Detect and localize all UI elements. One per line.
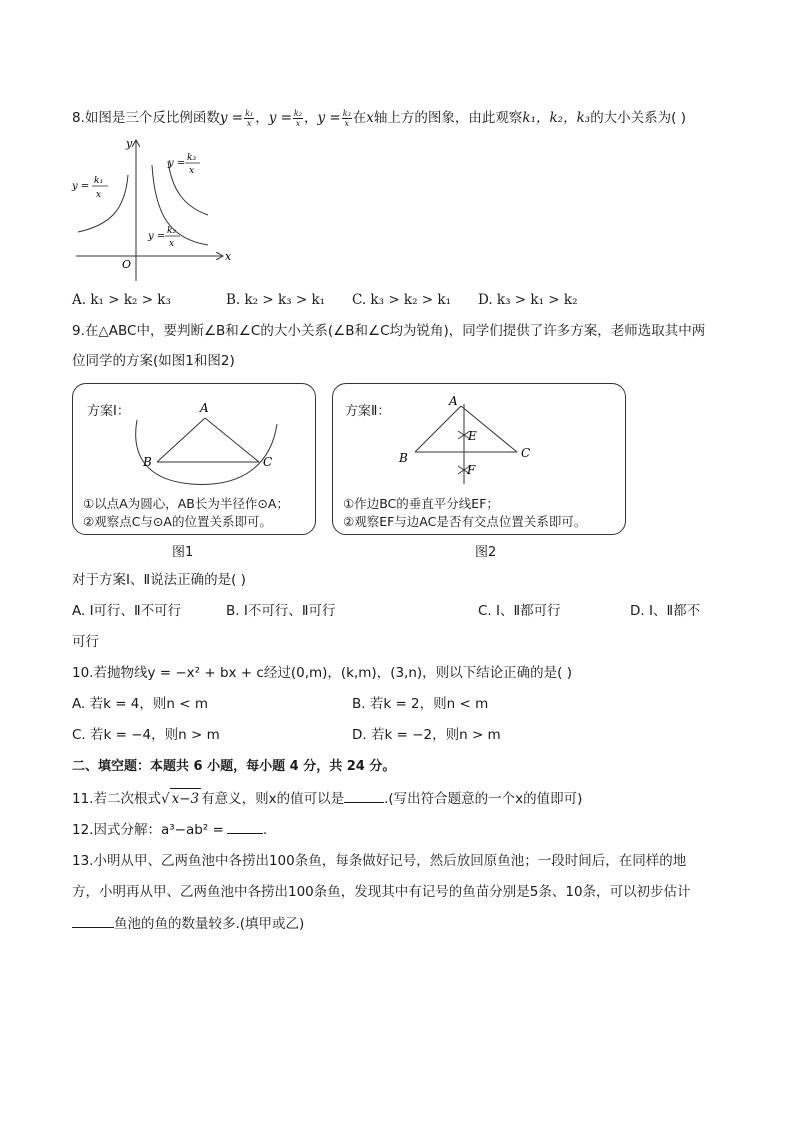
q8-graph-label2-den: x: [189, 166, 195, 176]
q9-fig2-title: 方案Ⅱ：: [345, 404, 391, 419]
q8-f1-den: x: [246, 118, 252, 128]
q8-mid: 在: [352, 110, 367, 126]
q8-f3-num: k₃: [342, 108, 351, 118]
q11-stem: [72, 788, 582, 809]
q9-fig1-arc: [136, 420, 277, 484]
q8-f2-den: x: [295, 118, 301, 128]
q8-curve-k3: [168, 161, 208, 215]
q9-fig1-step1: ①以点A为圆心，AB长为半径作⊙A；: [83, 496, 289, 511]
q8-origin-label: O: [122, 258, 132, 271]
q9-fig2-label-b: B: [399, 451, 408, 465]
q9-fig2-label-a: A: [449, 394, 458, 408]
q11-tail: .(写出符合题意的一个x的值即可): [384, 791, 583, 807]
q9-option-a[interactable]: A. Ⅰ可行、Ⅱ不可行: [72, 603, 182, 619]
q8-prefix: 8.如图是三个反比例函数: [72, 110, 220, 126]
q8-f3-den: x: [344, 118, 349, 128]
q9-option-d[interactable]: D. Ⅰ、Ⅱ都不: [630, 603, 701, 619]
q12-tail: .: [262, 822, 268, 838]
q9-fig1-side-ab: [157, 418, 205, 462]
q8-f3-lhs: y =: [317, 110, 341, 126]
q9-fig1-step2: ②观察点C与⊙A的位置关系即可。: [83, 514, 272, 529]
q9-fig2-step2: ②观察EF与边AC是否有交点位置关系即可。: [343, 514, 587, 529]
q13-line1: 13.小明从甲、乙两鱼池中各捞出100条鱼，每条做好记号，然后放回原鱼池；一段时间后，在同样的地: [72, 853, 687, 869]
q10-option-a[interactable]: A. 若k = 4，则n < m: [72, 696, 208, 712]
q9-stem-line2: 位同学的方案(如图1和图2): [72, 353, 235, 369]
q9-fig1-label-a: A: [200, 401, 209, 415]
q11-pre: 11.若二次根式: [72, 791, 161, 807]
q9-fig2-step1: ①作边BC的垂直平分线EF；: [343, 496, 499, 511]
q9-fig1-side-ac: [205, 418, 259, 462]
q8-graph-label1-num: k₁: [94, 176, 104, 186]
q9-fig2-box: [332, 383, 626, 535]
q9-fig1-label-b: B: [143, 455, 152, 469]
q13-line2: 方，小明再从甲、乙两鱼池中各捞出100条鱼，发现其中有记号的鱼苗分别是5条、10条，可以初步估计: [72, 884, 691, 900]
q9-fig2-caption: 图2: [475, 545, 497, 560]
q8-x-label: x: [225, 250, 232, 263]
q8-f1-num: k₁: [245, 108, 254, 118]
q8-f2-num: k₂: [293, 108, 302, 118]
q8-option-a[interactable]: A. k₁ > k₂ > k₃: [72, 292, 171, 308]
q9-fig1-title: 方案Ⅰ：: [87, 404, 130, 419]
q8-graph-label1-lhs: y =: [72, 181, 90, 192]
q9-stem-line1: 9.在△ABC中，要判断∠B和∠C的大小关系(∠B和∠C均为锐角)，同学们提供了许多方案，老师选取其中两: [72, 323, 706, 339]
q9-fig1-label-c: C: [263, 455, 273, 469]
q8-f3-frac: [342, 109, 352, 128]
q13-answer-blank[interactable]: [72, 913, 114, 928]
q8-tail: 的大小关系为( ): [590, 110, 687, 126]
q8-f2-frac: [293, 109, 303, 128]
q8-axis: x: [366, 110, 374, 126]
q11-post: 有意义，则x的值可以是: [201, 791, 345, 807]
q8-option-c[interactable]: C. k₃ > k₂ > k₁: [352, 292, 451, 308]
q13-line3: [72, 913, 304, 934]
q9-fig2-label-f: F: [467, 463, 476, 477]
q10-option-b[interactable]: B. 若k = 2，则n < m: [352, 696, 489, 712]
q8-y-label: y: [126, 137, 133, 150]
q9-fig2-label-e: E: [468, 429, 477, 443]
q9-fig2-label-c: C: [521, 446, 531, 460]
q8-vars: k₁，k₂，k₃: [522, 110, 591, 126]
q8-suffix: 轴上方的图象，由此观察: [373, 110, 523, 126]
q8-stem: [72, 108, 686, 128]
q10-stem: 10.若抛物线y = −x² + bx + c经过(0,m)，(k,m)，(3,n)，则以下结论正确的是( ): [72, 665, 572, 681]
q8-graph-label2-lhs: y =: [168, 158, 186, 169]
q12-pre: 12.因式分解：a³−ab² =: [72, 822, 224, 838]
q8-f1-lhs: y =: [219, 110, 244, 126]
section2-heading: 二、填空题：本题共 6 小题，每小题 4 分，共 24 分。: [72, 759, 396, 774]
q8-hyperbola-graph: [70, 135, 245, 285]
q9-fig2-side-ab: [415, 406, 461, 452]
q9-option-b[interactable]: B. Ⅰ不可行、Ⅱ可行: [226, 603, 336, 619]
q8-graph-label3-num: k₂: [167, 226, 177, 236]
q8-f1-frac: [244, 109, 254, 128]
q11-answer-blank[interactable]: [344, 788, 384, 803]
q13-line3-tail: 鱼池的鱼的数量较多.(填甲或乙): [114, 916, 305, 932]
q8-graph-label3-lhs: y =: [148, 231, 166, 242]
q12-answer-blank[interactable]: [227, 819, 263, 834]
q8-f2-lhs: y =: [268, 110, 292, 126]
q9-option-c[interactable]: C. Ⅰ、Ⅱ都可行: [478, 603, 561, 619]
q10-option-d[interactable]: D. 若k = −2，则n > m: [352, 727, 501, 743]
q8-graph-label3-den: x: [169, 239, 175, 249]
q8-sep2: ，: [303, 110, 318, 126]
q8-option-b[interactable]: B. k₂ > k₃ > k₁: [226, 292, 326, 308]
q8-option-d[interactable]: D. k₃ > k₁ > k₂: [478, 292, 578, 308]
q10-option-c[interactable]: C. 若k = −4，则n > m: [72, 727, 220, 743]
q11-radicand: x−3: [170, 788, 202, 809]
q9-question: 对于方案Ⅰ、Ⅱ说法正确的是( ): [72, 572, 246, 588]
q9-fig1-caption: 图1: [172, 545, 194, 560]
q8-sep1: ，: [255, 110, 269, 126]
q8-graph-label2-num: k₃: [187, 153, 197, 163]
q12-stem: [72, 819, 267, 840]
q9-option-d-cont: 可行: [72, 634, 99, 650]
q8-graph-label1-den: x: [96, 190, 102, 200]
q9-fig1-box: [72, 383, 316, 535]
sqrt-icon: √: [160, 791, 170, 807]
